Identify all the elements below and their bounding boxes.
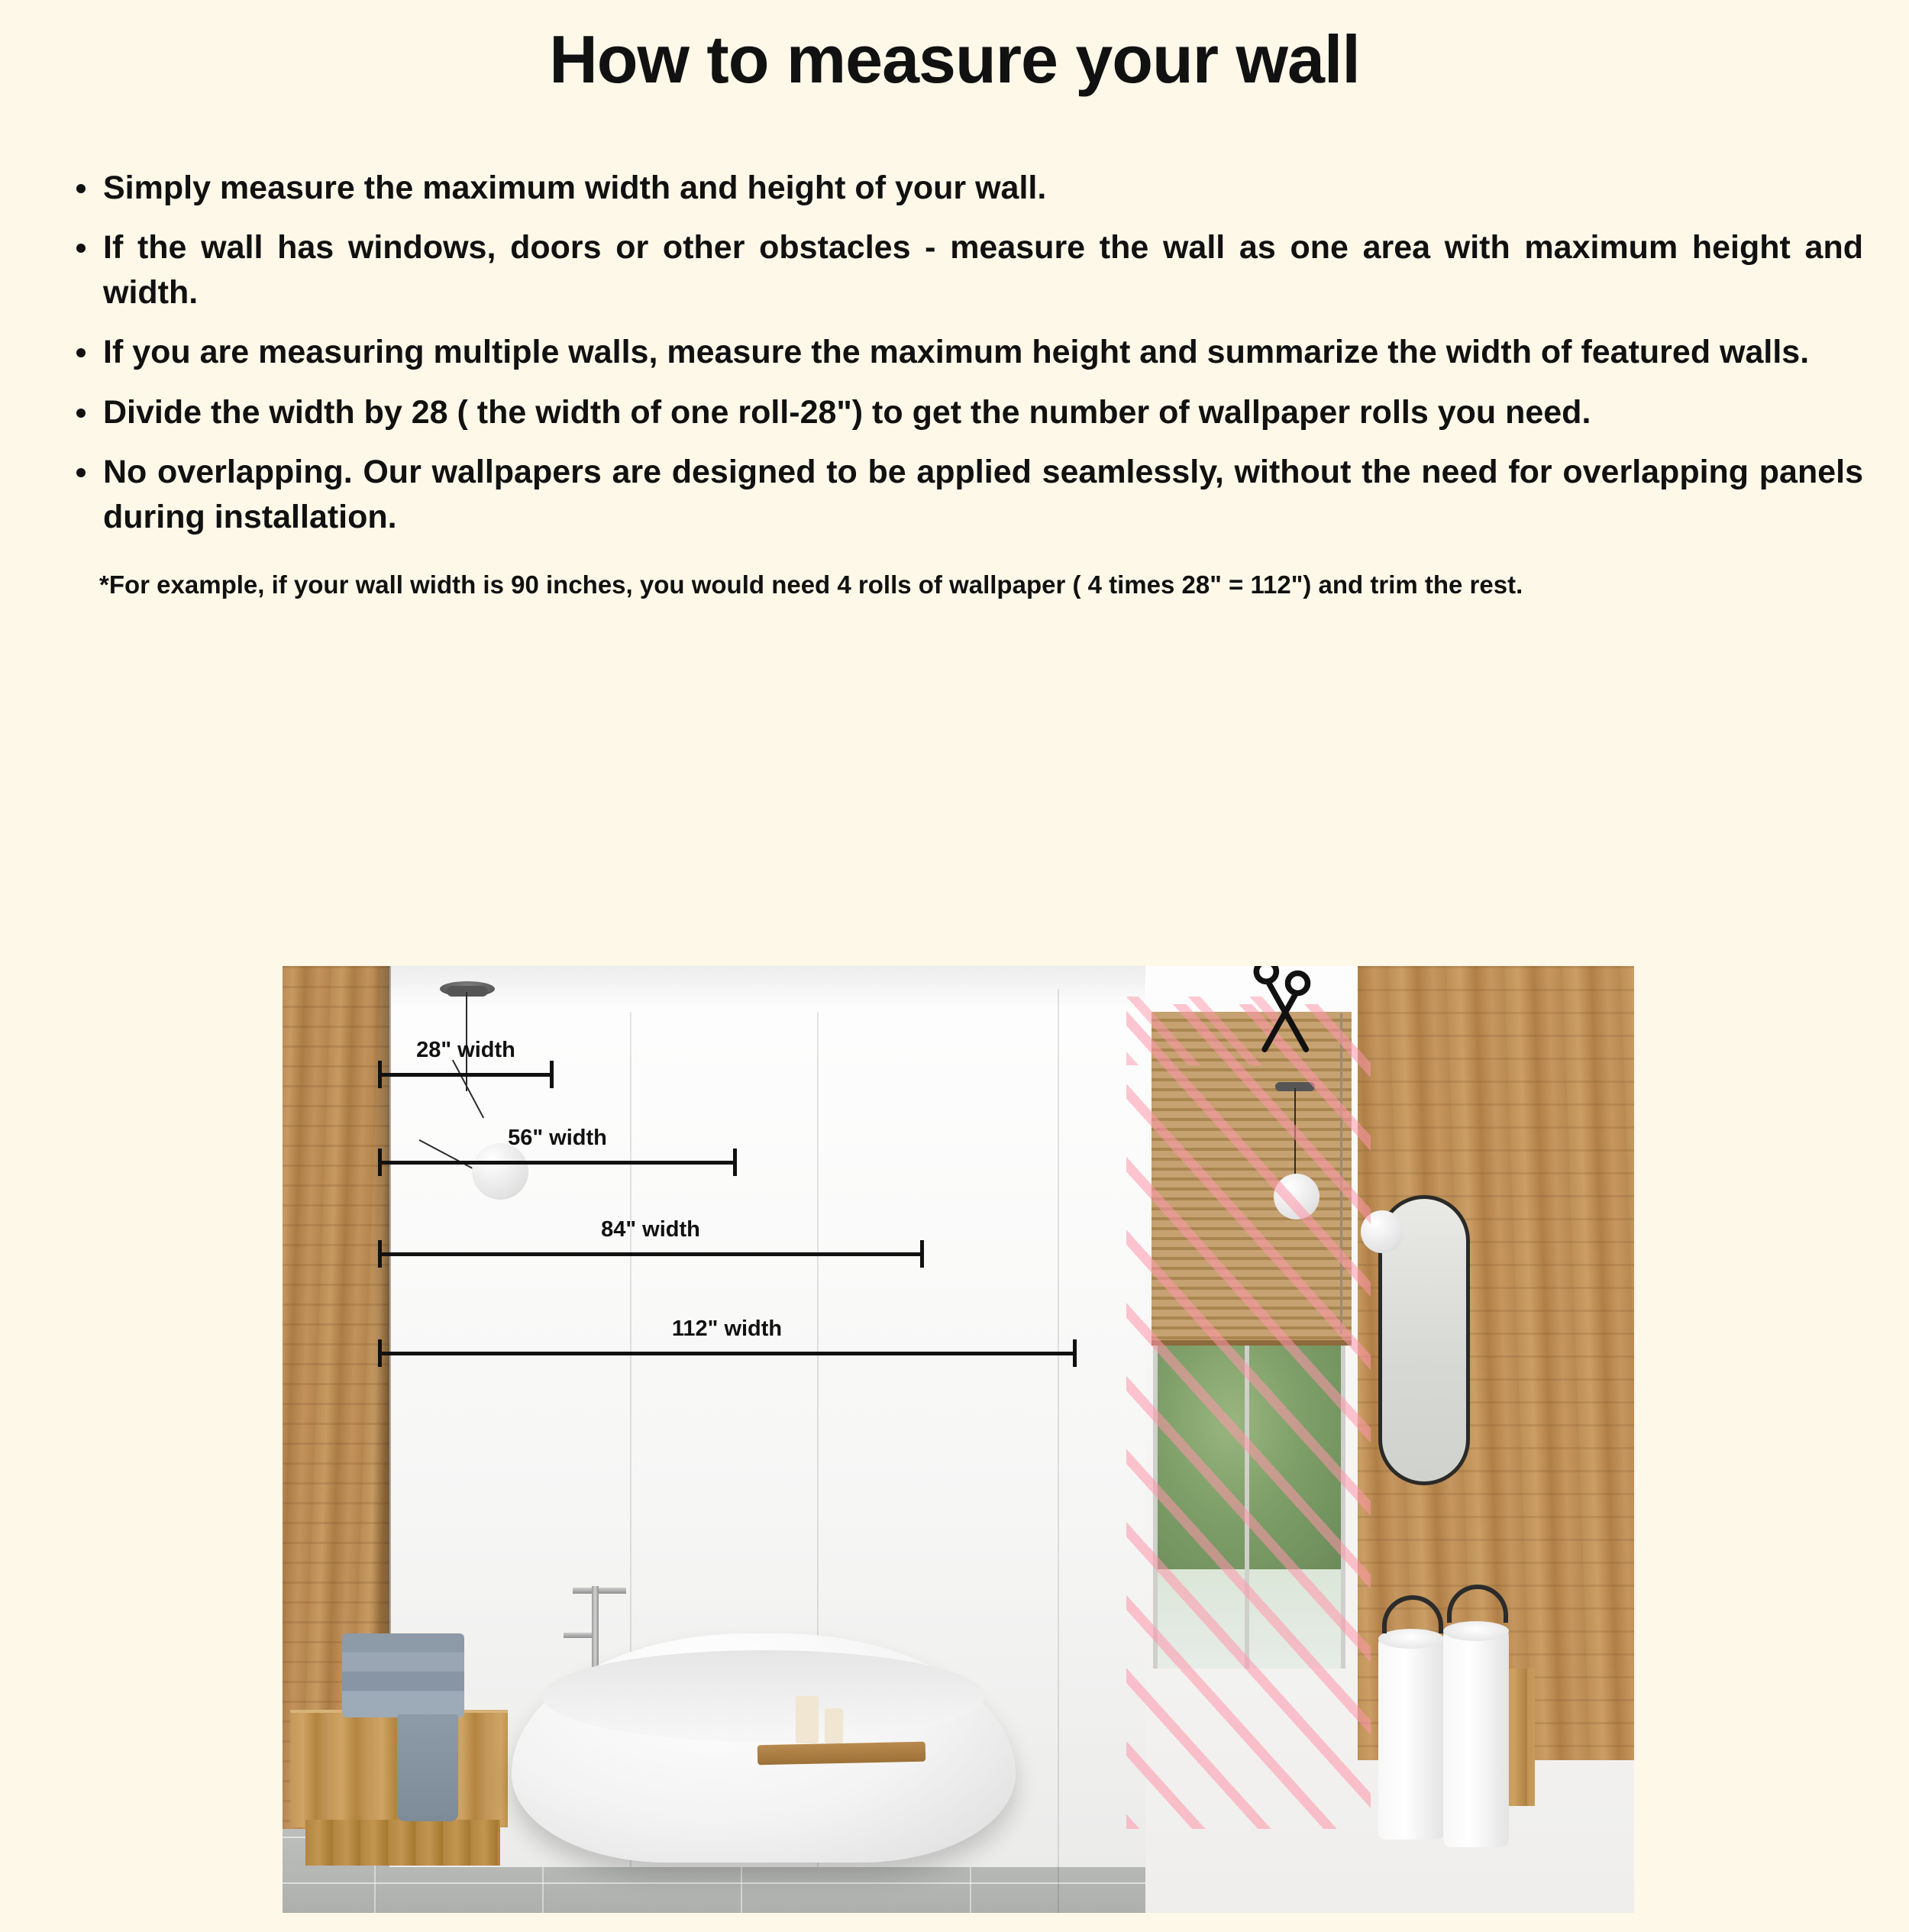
instructions-list: [0, 166, 1909, 539]
page-root: [0, 23, 1909, 1932]
list-item: No overlapping. Our wallpapers are designed to be applied seamlessly, without the need for overlapping panels during installation.: [65, 450, 1863, 539]
tub-faucet-arm: [573, 1588, 626, 1594]
dimension-label: 56" width: [508, 1126, 607, 1150]
list-item: If you are measuring multiple walls, measure the maximum height and summarize the width of featured walls.: [65, 330, 1863, 374]
pendant-globe: [1361, 1210, 1403, 1253]
sink-pedestal: [1378, 1633, 1444, 1840]
wall-top-shadow: [389, 966, 1237, 1008]
page-title: How to measure your wall: [549, 21, 1360, 97]
footnote-text: *For example, if your wall width is 90 inches, you would need 4 rolls of wallpaper ( 4 times 28" = 112") and trim the rest.: [99, 570, 1523, 599]
list-item: Divide the width by 28 ( the width of one roll-28") to get the number of wallpaper rolls you need.: [65, 390, 1863, 435]
hanging-towel: [397, 1714, 458, 1821]
pendant-globe: [1274, 1174, 1320, 1220]
list-item: If the wall has windows, doors or other obstacles - measure the wall as one area with maximum height and width.: [65, 225, 1863, 315]
bathroom-interior-photo: [283, 966, 1634, 1913]
candle: [796, 1696, 819, 1743]
bath-tray: [757, 1742, 925, 1766]
window-foliage: [1156, 1325, 1344, 1569]
candle: [825, 1708, 843, 1743]
list-item: Simply measure the maximum width and height of your wall.: [65, 166, 1863, 210]
dimension-label: 112" width: [671, 1317, 783, 1341]
photo-canvas: [283, 966, 1634, 1913]
sink-pedestal: [1443, 1626, 1509, 1847]
pendant-canopy: [447, 986, 488, 997]
folded-towels: [342, 1633, 464, 1717]
wood-bench-lower: [305, 1820, 500, 1866]
pendant-cord: [1294, 1088, 1296, 1180]
dimension-label: 28" width: [416, 1038, 515, 1062]
pendant-globe: [472, 1143, 528, 1200]
wall-seam: [1058, 989, 1059, 1913]
blind-cord: [1340, 1013, 1342, 1334]
scissors-icon: [1241, 966, 1325, 1058]
dimension-label: 84" width: [601, 1217, 700, 1242]
